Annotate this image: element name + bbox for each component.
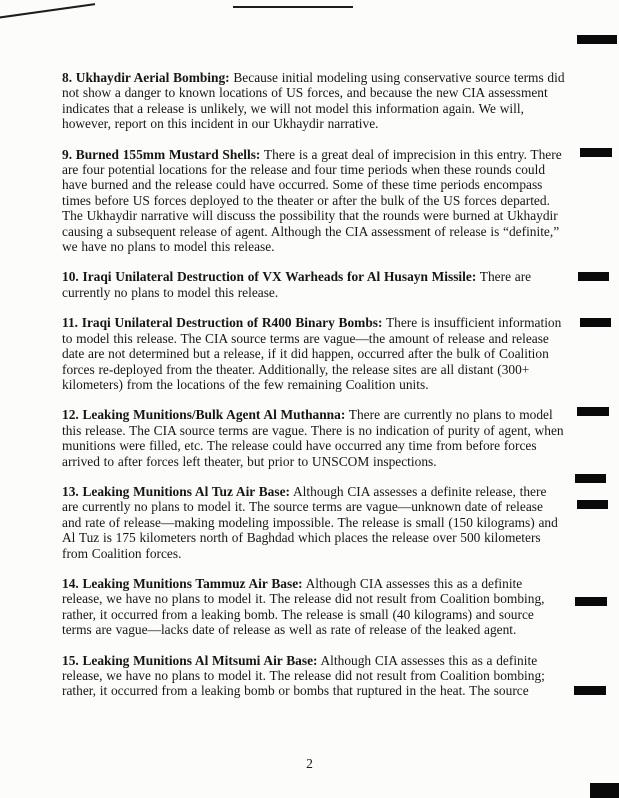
paragraph-body: Because initial modeling using conservative source terms did not show a danger to known locations of US forces, and because the new CIA assessment indicates that a release is unlikely, we will not model this information again. We will, however, report on this incident in our Ukhaydir narrative. (62, 70, 565, 132)
paragraph-heading: 15. Leaking Munitions Al Mitsumi Air Base: (62, 652, 318, 668)
paragraph-heading: 11. Iraqi Unilateral Destruction of R400 Binary Bombs: (62, 315, 383, 331)
paragraph-body: Although CIA assesses this as a definite release, we have no plans to model it. The release did not result from Coalition bombing; rather, it occurred from a leaking bomb or bombs that ruptured in the heat. The source (62, 652, 545, 699)
paragraph-heading: 9. Burned 155mm Mustard Shells: (62, 146, 261, 162)
paragraph-body: There is insufficient information to model this release. The CIA source terms are vague—the amount of release and release date are not determined but a release, if it did happen, occurred after the bulk of Coalition forces re-deployed from the theater. Additionally, the release sites are all distant (300+ kilometers) from the locations of the few remaining Coalition units. (62, 315, 562, 392)
redaction-bar (577, 500, 608, 509)
redaction-bar (580, 318, 611, 327)
paragraph-heading: 10. Iraqi Unilateral Destruction of VX Warheads for Al Husayn Missile: (62, 269, 477, 285)
redaction-bar (577, 35, 617, 44)
paragraph-body: There are currently no plans to model this release. The CIA source terms are vague. There is no indication of purity of agent, when munitions were filled, etc. The release could have occurred any time from before forces arrived to after forces left theater, but prior to UNSCOM inspections. (62, 407, 564, 469)
redaction-bar (577, 407, 609, 416)
redaction-bar (578, 272, 609, 281)
paragraph-list (62, 70, 565, 699)
scan-artifact-diagonal-line (0, 3, 95, 19)
paragraph (62, 70, 565, 132)
paragraph-heading: 8. Ukhaydir Aerial Bombing: (62, 70, 230, 85)
redaction-bar (580, 148, 612, 157)
paragraph (62, 484, 565, 561)
paragraph (62, 576, 565, 638)
paragraph-heading: 12. Leaking Munitions/Bulk Agent Al Muthanna: (62, 407, 346, 423)
scan-artifact-top-line (233, 6, 353, 8)
paragraph-heading: 13. Leaking Munitions Al Tuz Air Base: (62, 483, 290, 499)
paragraph (62, 147, 565, 255)
paragraph (62, 653, 565, 699)
paragraph-body: Although CIA assesses a definite release, there are currently no plans to model it. The source terms are vague—unknown date of release and rate of release—making modeling impossible. The release is small (150 kilograms) and Al Tuz is 175 kilometers north of Baghdad which places the release over 500 kilometers from Coalition forces. (62, 483, 558, 561)
paragraph (62, 407, 565, 469)
paragraph (62, 269, 565, 300)
paragraph-body: Although CIA assesses this as a definite release, we have no plans to model it. The release did not result from Coalition bombing, rather, it occurred from a leaking bomb. The release is small (40 kilograms) and source terms are vague—lacks date of release as well as rate of release of the leaked agent. (62, 575, 545, 638)
paragraph (62, 315, 565, 392)
paragraph-body: There is a great deal of imprecision in this entry. There are four potential locations for the release and four time periods when these rounds could have burned and the release could have occurred. Some of these time periods encompass times before US forces deployed to the theater or after the bulk of the US forces departed. The Ukhaydir narrative will discuss the possibility that the rounds were burned at Ukhaydir causing a subsequent release of agent. Although the CIA assessment of release is “definite,” we have no plans to model this release. (62, 146, 562, 255)
document-body (62, 70, 565, 714)
redaction-bar (590, 783, 619, 798)
paragraph-heading: 14. Leaking Munitions Tammuz Air Base: (62, 575, 303, 591)
redaction-bar (575, 597, 607, 606)
redaction-bar (575, 474, 606, 483)
paragraph-body: There are currently no plans to model this release. (62, 269, 532, 300)
redaction-bar (574, 686, 606, 695)
page-number: 2 (306, 756, 313, 771)
